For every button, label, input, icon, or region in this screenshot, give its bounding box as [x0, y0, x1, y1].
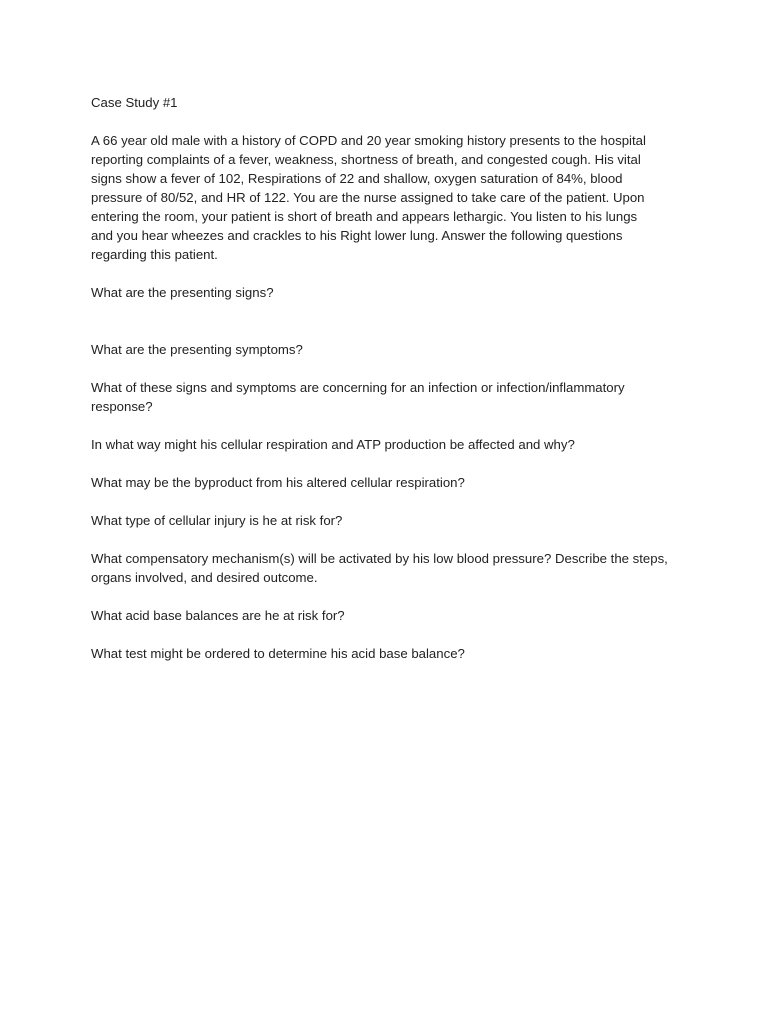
- intro-line: signs show a fever of 102, Respirations of 22 and shallow, oxygen saturation of 84%, blood: [91, 171, 623, 186]
- intro-line: reporting complaints of a fever, weakness, shortness of breath, and congested cough. His vital: [91, 152, 641, 167]
- question-compensatory-mechanisms: What compensatory mechanism(s) will be activated by his low blood pressure? Describe the steps, organs involved, and desired outcome.: [91, 551, 668, 585]
- question-cellular-respiration: In what way might his cellular respiration and ATP production be affected and why?: [91, 437, 575, 452]
- intro-line: A 66 year old male with a history of COPD and 20 year smoking history presents to the hospital: [91, 133, 646, 148]
- question-presenting-symptoms: What are the presenting symptoms?: [91, 342, 303, 357]
- question-cellular-injury: What type of cellular injury is he at risk for?: [91, 513, 343, 528]
- question-byproduct: What may be the byproduct from his altered cellular respiration?: [91, 475, 465, 490]
- case-intro-paragraph: [91, 131, 688, 264]
- case-study-title: Case Study #1: [91, 95, 178, 110]
- intro-line: pressure of 80/52, and HR of 122. You are the nurse assigned to take care of the patient. Upon: [91, 190, 645, 205]
- question-presenting-signs: What are the presenting signs?: [91, 285, 274, 300]
- intro-line: regarding this patient.: [91, 247, 218, 262]
- intro-line: and you hear wheezes and crackles to his Right lower lung. Answer the following questions: [91, 228, 623, 243]
- intro-line: entering the room, your patient is short of breath and appears lethargic. You listen to his lungs: [91, 209, 638, 224]
- question-acid-base-risk: What acid base balances are he at risk for?: [91, 608, 345, 623]
- question-acid-base-test: What test might be ordered to determine his acid base balance?: [91, 646, 465, 661]
- question-infection-concerns: What of these signs and symptoms are concerning for an infection or infection/inflammatory response?: [91, 380, 625, 414]
